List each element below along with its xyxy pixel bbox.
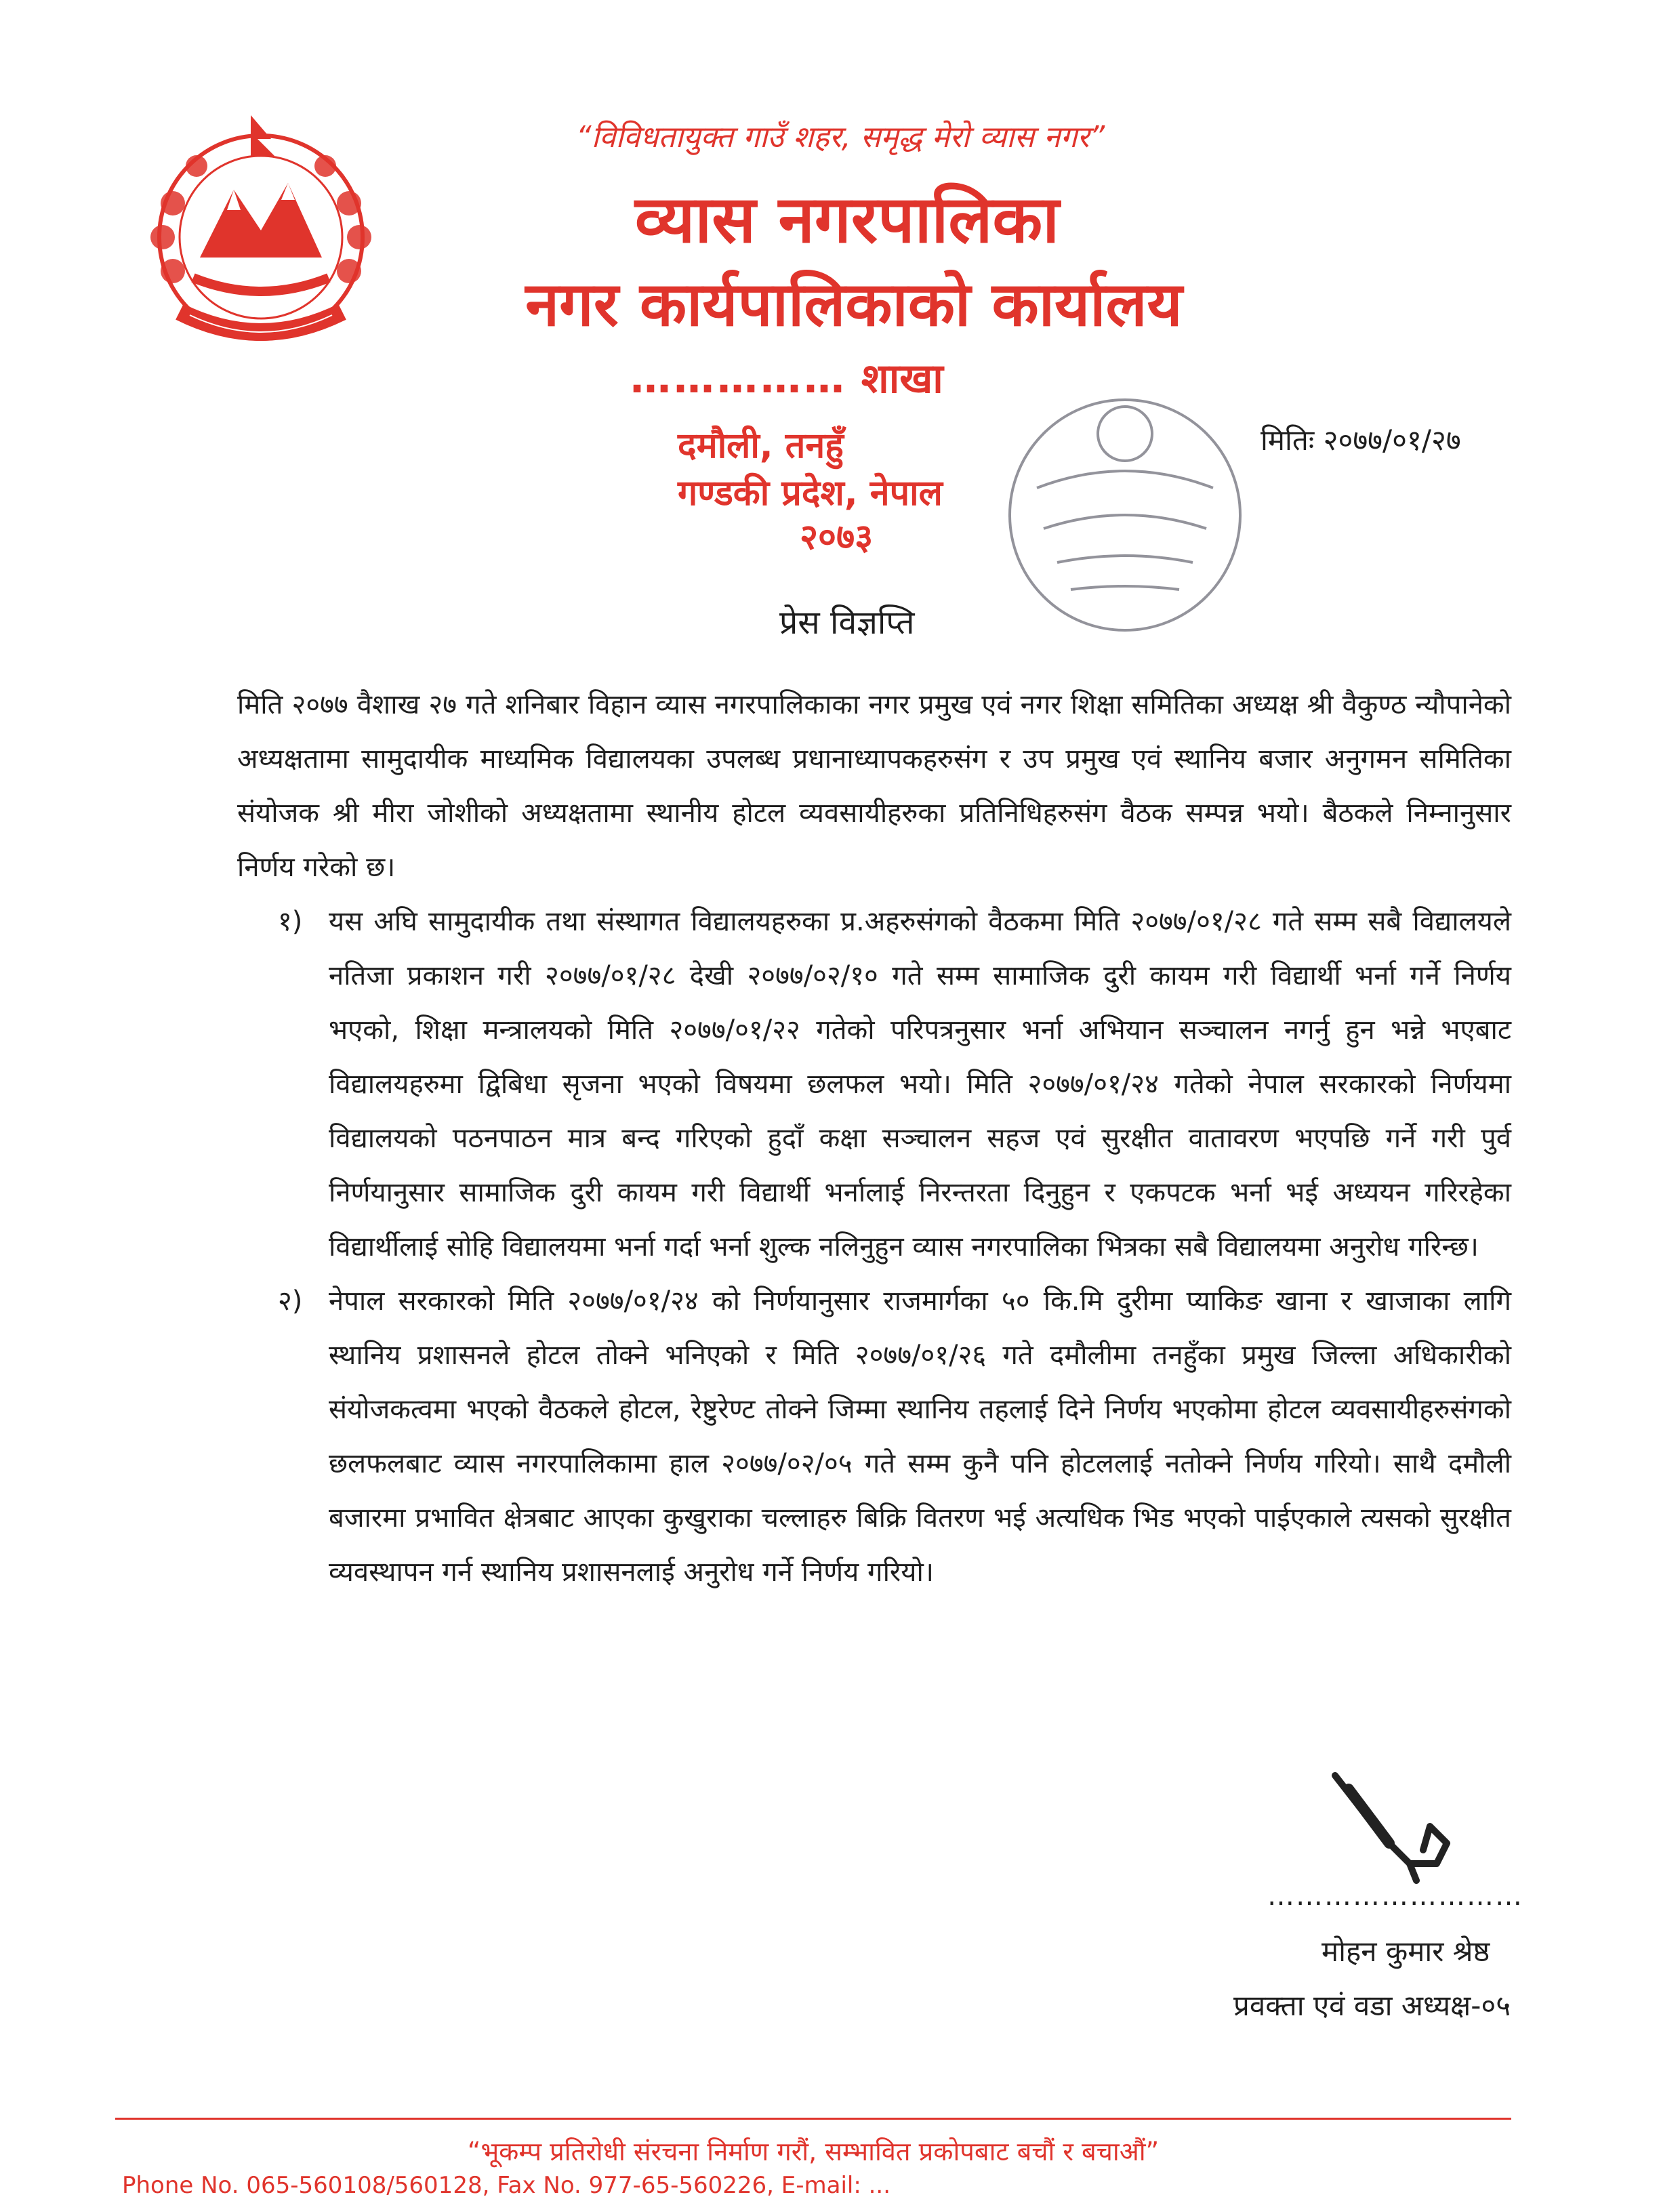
- list-item-text: नेपाल सरकारको मिति २०७७/०१/२४ को निर्णयानुसार राजमार्गका ५० कि.मि दुरीमा प्याकिङ खाना र खाजाका लागि स्थानिय प्रशासनले होटल तोक्ने भनिएको र मिति २०७७/०१/२६ गते दमौलीमा तनहुँका प्रमुख जिल्ला अधिकारीको संयोजकत्वमा भएको वैठकले होटल, रेष्टुरेण्ट तोक्ने जिम्मा स्थानिय तहलाई दिने निर्णय भएकोमा होटल व्यवसायीहरुसंगको छलफलबाट व्यास नगरपालिकामा हाल २०७७/०२/०५ गते सम्म कुनै पनि होटललाई नतोक्ने निर्णय गरियो। साथै दमौली बजारमा प्रभावित क्षेत्रबाट आएका कुखुराका चल्लाहरु बिक्रि वितरण भई अत्यधिक भिड भएको पाईएकाले त्यसको सुरक्षीत व्यवस्थापन गर्न स्थानिय प्रशासनलाई अनुरोध गर्ने निर्णय गरियो।: [329, 1286, 1511, 1588]
- office-name: नगर कार्यपालिकाको कार्यालय: [525, 269, 1183, 340]
- list-item-number: १): [278, 906, 303, 937]
- nepal-government-emblem-icon: [132, 108, 390, 366]
- handwritten-signature-icon: [1328, 1762, 1464, 1884]
- signatory-role: प्रवक्ता एवं वडा अध्यक्ष-०५: [1233, 1989, 1511, 2022]
- branch-line: [630, 349, 943, 405]
- letter-date: मितिः २०७७/०१/२७: [1261, 424, 1461, 457]
- letter-body: [237, 678, 1511, 1599]
- footer-slogan: “भूकम्प प्रतिरोधी संरचना निर्माण गरौं, सम्भावित प्रकोपबाट बचौं र बचाऔं”: [467, 2137, 1160, 2166]
- branch-dots: ……………: [630, 355, 847, 403]
- page-title: प्रेस विज्ञप्ति: [779, 604, 915, 642]
- footer-divider: [115, 2118, 1511, 2120]
- branch-label: शाखा: [861, 355, 943, 403]
- list-item-number: २): [278, 1286, 303, 1317]
- address-line-3: २०७३: [800, 517, 874, 558]
- list-item: [237, 1274, 1511, 1599]
- address-line-2: गण्डकी प्रदेश, नेपाल: [678, 473, 943, 514]
- org-name: व्यास नगरपालिका: [634, 182, 1060, 258]
- office-seal-stamp-icon: [996, 386, 1254, 644]
- signatory-name: मोहन कुमार श्रेष्ठ: [1322, 1935, 1490, 1968]
- list-item-text: यस अघि सामुदायीक तथा संस्थागत विद्यालयहरुका प्र.अहरुसंगको वैठकमा मिति २०७७/०१/२८ गते सम्म सबै विद्यालयले नतिजा प्रकाशन गरी २०७७/०१/२८ देखी २०७७/०२/१० गते सम्म सामाजिक दुरी कायम गरी विद्यार्थी भर्ना गर्ने निर्णय भएको, शिक्षा मन्त्रालयको मिति २०७७/०१/२२ गतेको परिपत्रनुसार भर्ना अभियान सञ्चालन नगर्नु हुन भन्ने भएबाट विद्यालयहरुमा द्विबिधा सृजना भएको विषयमा छलफल भयो। मिति २०७७/०१/२४ गतेको नेपाल सरकारको निर्णयमा विद्यालयको पठनपाठन मात्र बन्द गरिएको हुदाँ कक्षा सञ्चालन सहज एवं सुरक्षीत वातावरण भएपछि गर्ने गरी पुर्व निर्णयानुसार सामाजिक दुरी कायम गरी विद्यार्थी भर्नालाई निरन्तरता दिनुहुन र एकपटक भर्ना भई अध्ययन गरिरहेका विद्यार्थीलाई सोहि विद्यालयमा भर्ना गर्दा भर्ना शुल्क नलिनुहुन व्यास नगरपालिका भित्रका सबै विद्यालयमा अनुरोध गरिन्छ।: [329, 906, 1511, 1262]
- list-item: [237, 895, 1511, 1274]
- intro-paragraph: मिति २०७७ वैशाख २७ गते शनिबार विहान व्यास नगरपालिकाका नगर प्रमुख एवं नगर शिक्षा समितिका अध्यक्ष श्री वैकुण्ठ न्यौपानेको अध्यक्षतामा सामुदायीक माध्यमिक विद्यालयका उपलब्ध प्रधानाध्यापकहरुसंग र उप प्रमुख एवं स्थानिय बजार अनुगमन समितिका संयोजक श्री मीरा जोशीको अध्यक्षतामा स्थानीय होटल व्यवसायीहरुका प्रतिनिधिहरुसंग वैठक सम्पन्न भयो। बैठकले निम्नानुसार निर्णय गरेको छ।: [237, 689, 1511, 883]
- footer-contact: Phone No. 065-560108/560128, Fax No. 977-65-560226, E-mail: ...: [122, 2172, 891, 2199]
- address-line-1: दमौली, तनहुँ: [678, 426, 844, 466]
- signature-line: ………………………: [1267, 1881, 1523, 1912]
- motto-text: “विविधतायुक्त गाउँ शहर, समृद्ध मेरो व्यास नगर”: [575, 120, 1105, 155]
